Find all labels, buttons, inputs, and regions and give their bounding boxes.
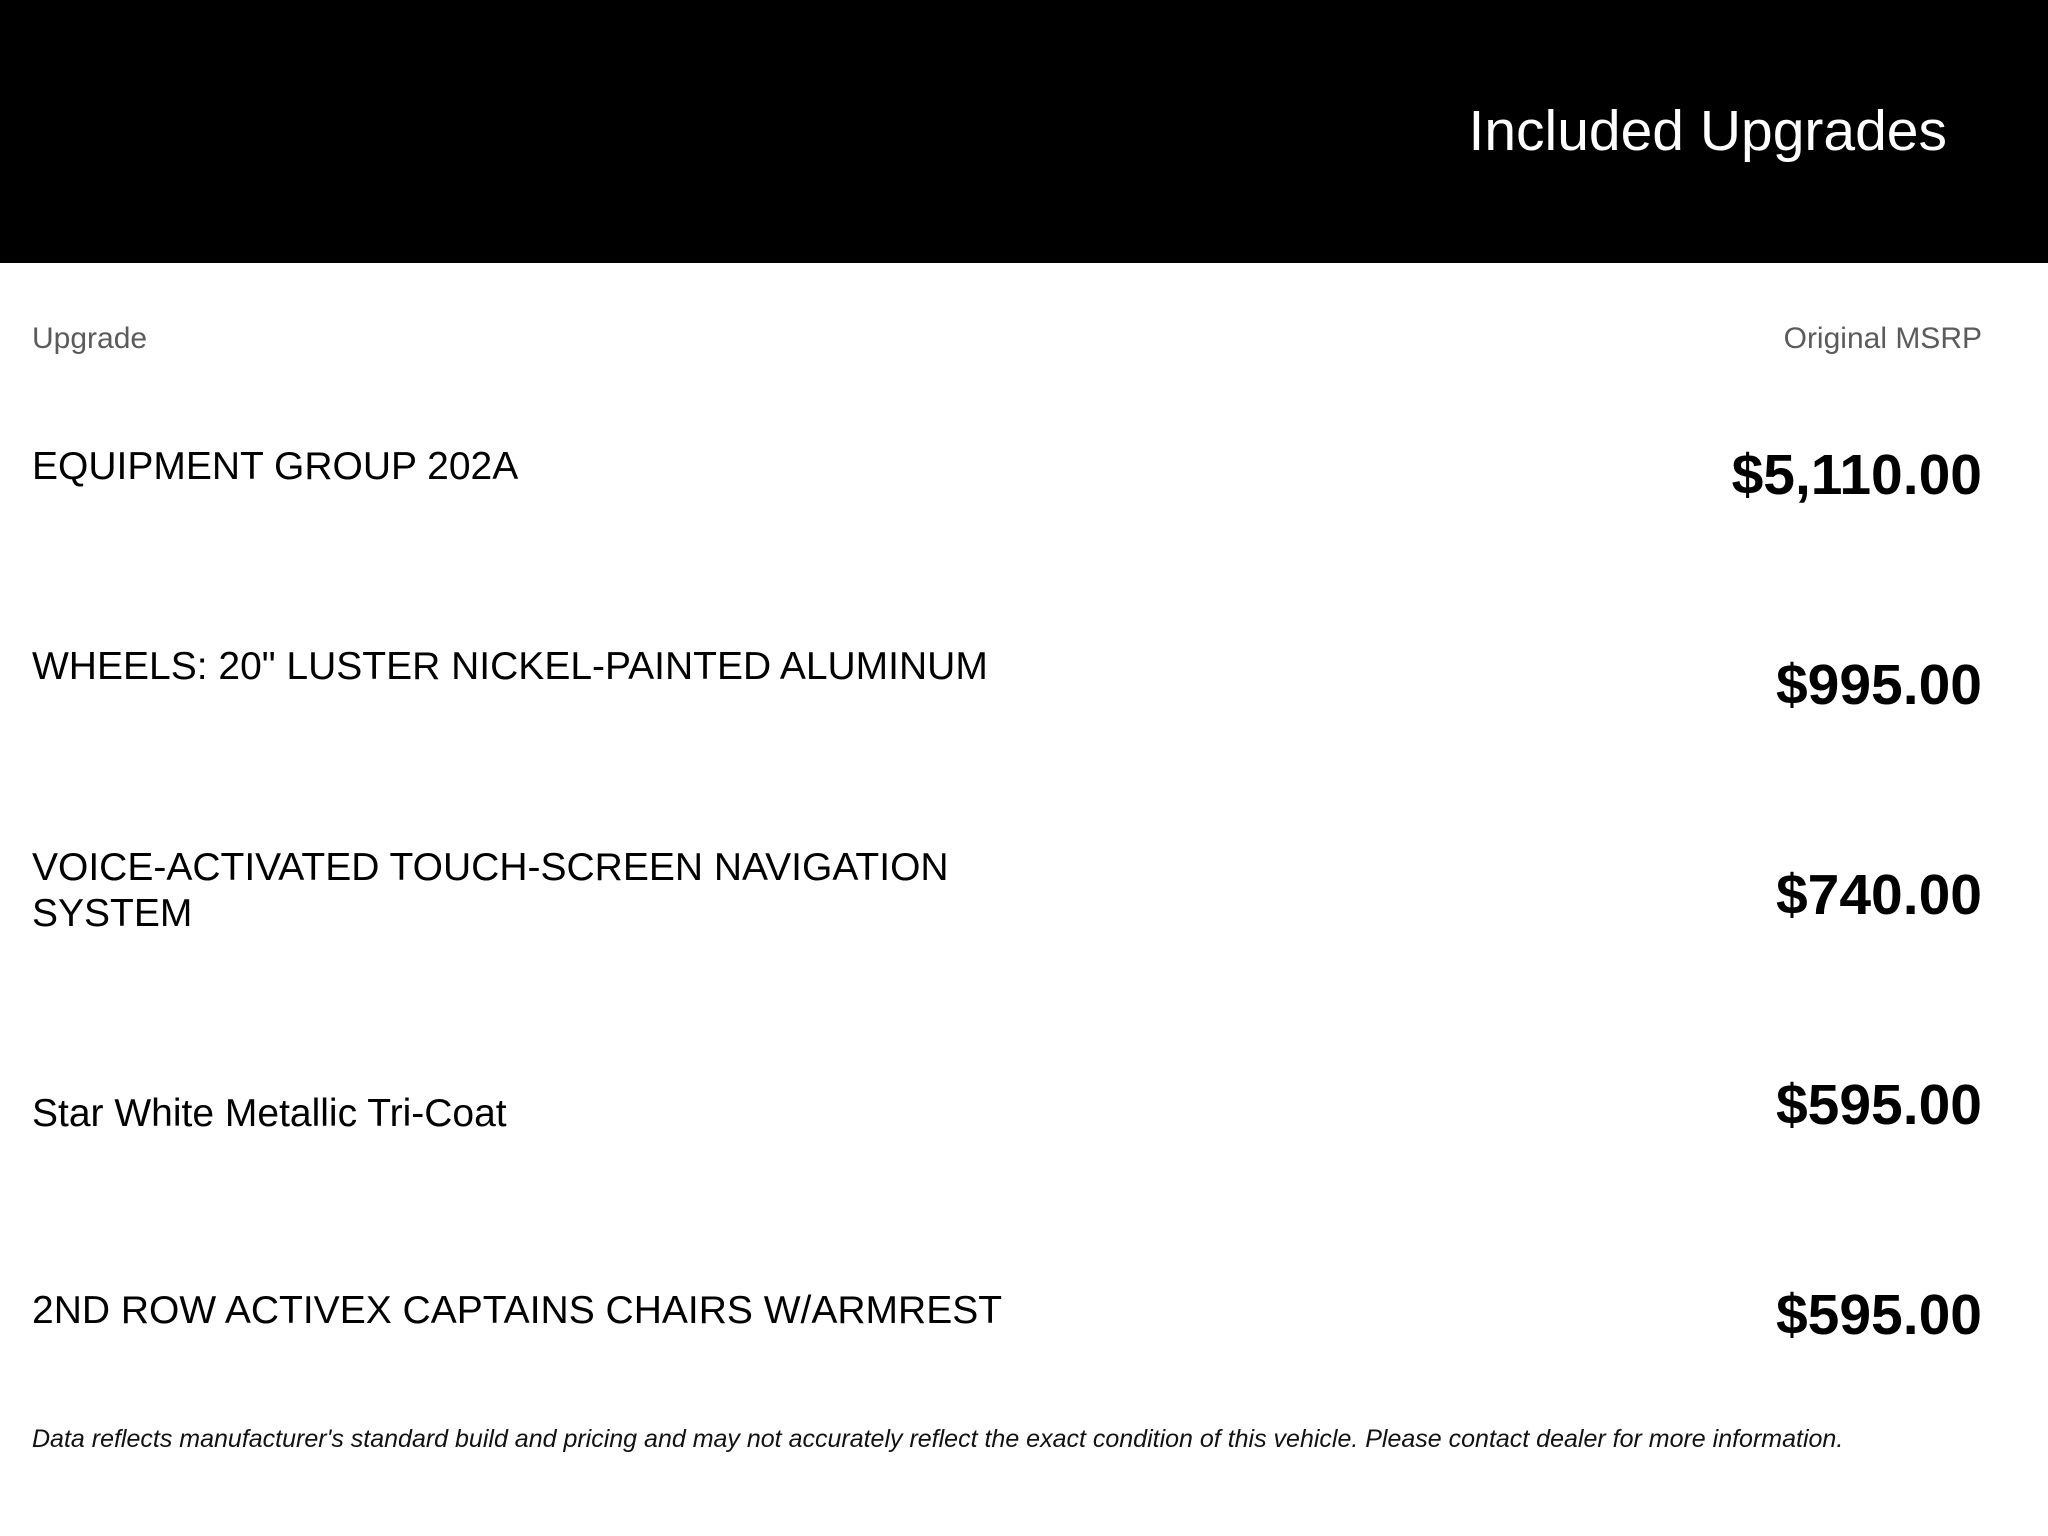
table-row <box>0 640 2048 800</box>
table-row <box>0 1272 2048 1432</box>
table-row <box>0 1060 2048 1220</box>
upgrade-name: EQUIPMENT GROUP 202A <box>32 445 519 488</box>
column-header-upgrade: Upgrade <box>32 322 148 355</box>
table-row <box>0 845 2048 1005</box>
upgrade-name: WHEELS: 20" LUSTER NICKEL-PAINTED ALUMINUM <box>32 645 988 688</box>
upgrade-name: Star White Metallic Tri-Coat <box>32 1092 507 1135</box>
table-row <box>0 430 2048 590</box>
page-title: Included Upgrades <box>1468 99 1947 163</box>
upgrade-price: $5,110.00 <box>1731 443 1982 507</box>
column-header-msrp: Original MSRP <box>1783 322 1982 355</box>
upgrade-price: $595.00 <box>1775 1283 1982 1347</box>
upgrade-name: 2ND ROW ACTIVEX CAPTAINS CHAIRS W/ARMREST <box>32 1289 1003 1332</box>
upgrade-name: VOICE-ACTIVATED TOUCH-SCREEN NAVIGATION SYSTEM <box>32 846 949 935</box>
upgrade-price: $740.00 <box>1775 863 1982 927</box>
disclaimer-text: Data reflects manufacturer's standard build and pricing and may not accurately reflect the exact condition of this vehicle. Please contact dealer for more information. <box>32 1425 1844 1453</box>
upgrade-price: $595.00 <box>1775 1073 1982 1137</box>
page-header <box>0 0 2048 263</box>
upgrade-price: $995.00 <box>1775 653 1982 717</box>
